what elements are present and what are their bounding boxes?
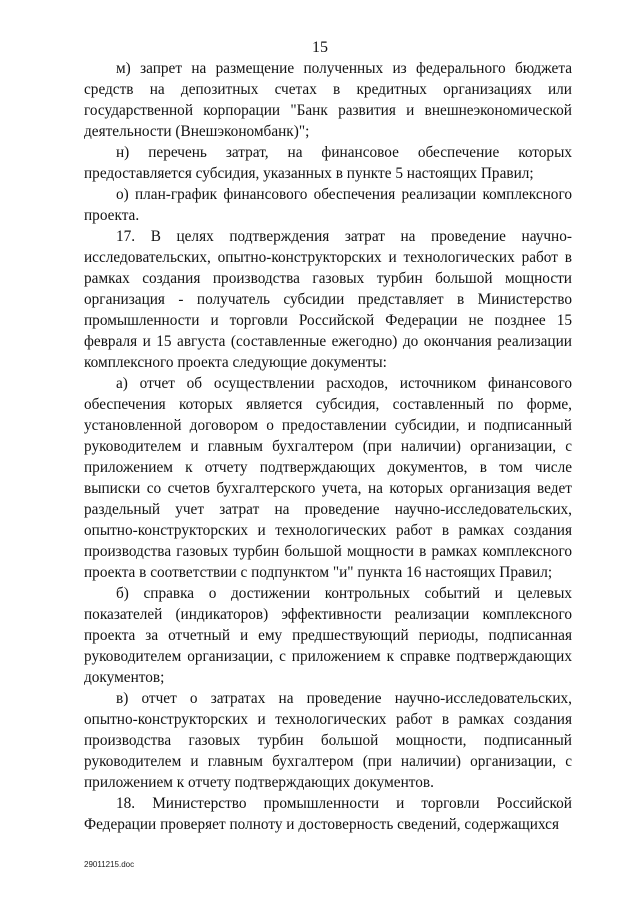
paragraph-18: 18. Министерство промышленности и торговли Российской Федерации проверяет полноту и достоверность сведений, содержащихся	[84, 795, 572, 833]
paragraph-b: б) справка о достижении контрольных событий и целевых показателей (индикаторов) эффективности реализации комплексного проекта за отчетный и ему предшествующий периоды, подписанная руководителем организации, с приложением к справке подтверждающих документов;	[84, 585, 572, 686]
file-name-footer: 29011215.doc	[84, 860, 135, 869]
paragraph-17: 17. В целях подтверждения затрат на проведение научно-исследовательских, опытно-конструкторских и технологических работ в рамках создания производства газовых турбин большой мощности организация - получатель субсидии представляет в Министерство промышленности и торговли Российской Федерации не позднее 15 февраля и 15 августа (составленные ежегодно) до окончания реализации комплексного проекта следующие документы:	[84, 228, 572, 371]
paragraph-m: м) запрет на размещение полученных из федерального бюджета средств на депозитных счетах в кредитных организациях или государственной корпорации "Банк развития и внешнеэкономической деятельности (Внешэкономбанк)";	[84, 60, 572, 140]
document-body	[84, 58, 572, 835]
paragraph-a: а) отчет об осуществлении расходов, источником финансового обеспечения которых является субсидия, составленный по форме, установленной договором о предоставлении субсидии, и подписанный руководителем и главным бухгалтером (при наличии) организации, с приложением к отчету подтверждающих документов, в том числе выписки со счетов бухгалтерского учета, на которых организация ведет раздельный учет затрат на проведение научно-исследовательских, опытно-конструкторских и технологических работ в рамках создания производства газовых турбин большой мощности в рамках комплексного проекта в соответствии с подпунктом "и" пункта 16 настоящих Правил;	[84, 375, 572, 581]
page-number: 15	[312, 39, 328, 56]
paragraph-n: н) перечень затрат, на финансовое обеспечение которых предоставляется субсидия, указанных в пункте 5 настоящих Правил;	[84, 144, 572, 182]
paragraph-v: в) отчет о затратах на проведение научно-исследовательских, опытно-конструкторских и технологических работ в рамках создания производства газовых турбин большой мощности, подписанный руководителем и главным бухгалтером (при наличии) организации, с приложением к отчету подтверждающих документов.	[84, 690, 572, 791]
paragraph-o: о) план-график финансового обеспечения реализации комплексного проекта.	[84, 186, 572, 224]
